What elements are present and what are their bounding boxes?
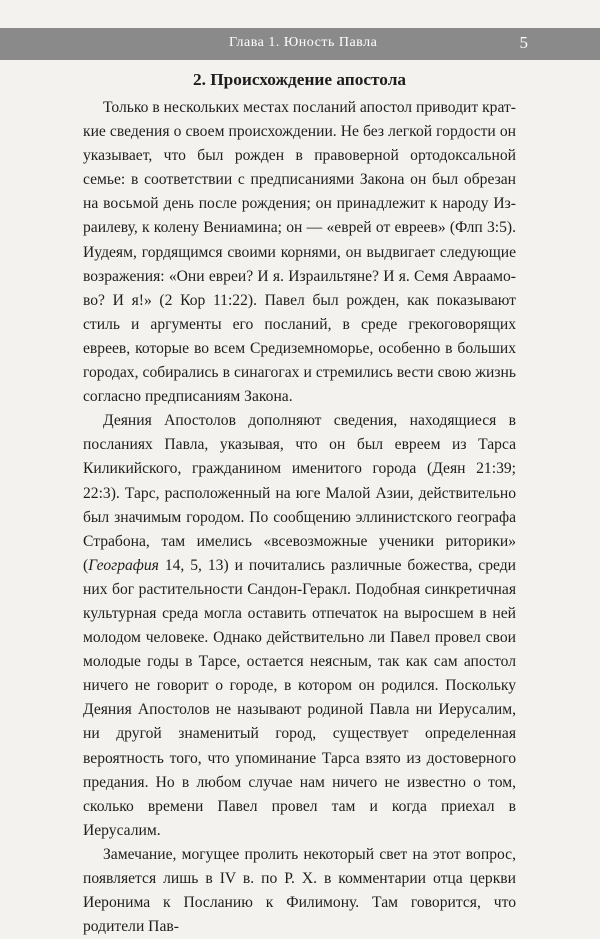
- paragraph-remark: Замечание, могущее пролить некоторый свет на этот вопрос, появляется лишь в IV в. по Р. Х. в комментарии отца церкви Иеронима к Посланию к Филимону. Там говорится, что родители Пав-: [83, 845, 516, 936]
- page-number: 5: [519, 33, 528, 52]
- chapter-title: Глава 1. Юность Павла: [229, 35, 378, 50]
- running-header: [0, 28, 600, 60]
- section-title: 2. Происхождение апостола: [192, 70, 407, 89]
- paragraph-acts-text-end: 14, 5, 13) и почитались различные божества, среди них бог растительности Сандон-Геракл. Подобная синкретичная культурная среда могла оставить отпечаток на выросшем в ней молодом человеке. Однако действительно ли Павел провел свои молодые годы в Тарсе, остается неясным, так как сам апостол ничего не говорит о городе, в котором он родился. Поскольку Деяния Апостолов не называют родиной Павла ни Иерусалим, ни другой знаменитый город, существует определенная вероятность того, что упоминание Тарса взято из достоверного предания. Но в любом случае нам ничего не известно о том, сколько времени Павел провел там и когда приехал в Иерусалим.: [83, 556, 516, 839]
- paragraph-acts-text-start: Деяния Апостолов дополняют сведения, находящиеся в посланиях Павла, указывая, что он был евреем из Тарса Киликийского, гражданином именитого города (Деян 21:39; 22:3). Тарс, расположенный на юге Малой Азии, действительно был значимым городом. По сообщению эллинистского географа Страбона, там имелись «всевозможные ученики риторики» (: [83, 412, 516, 574]
- geography-title: География: [88, 556, 159, 574]
- page-content: [83, 62, 516, 939]
- paragraph-acts: [83, 409, 516, 843]
- paragraph-origin: Только в нескольких местах посланий апостол приводит краткие сведения о своем происхождении. Не без легкой гордости он указывает, что был рожден в правоверной ортодоксальной семье: в соответствии с предписаниями Закона он был обрезан на восьмой день после рождения; он принадлежит к народу Израилеву, к колену Вениамина; он — «еврей от евреев» (Флп 3:5). Иудеям, гордящимся своими корнями, он выдвигает следующие возражения: «Они евреи? И я. Израильтяне? И я. Семя Авраамово? И я!» (2 Кор 11:22). Павел был рожден, как показывают стиль и аргументы его посланий, в среде грекоговорящих евреев, которые во всем Средиземноморье, особенно в больших городах, собирались в синагогах и стремились вести свою жизнь согласно предписаниям Закона.: [83, 99, 516, 406]
